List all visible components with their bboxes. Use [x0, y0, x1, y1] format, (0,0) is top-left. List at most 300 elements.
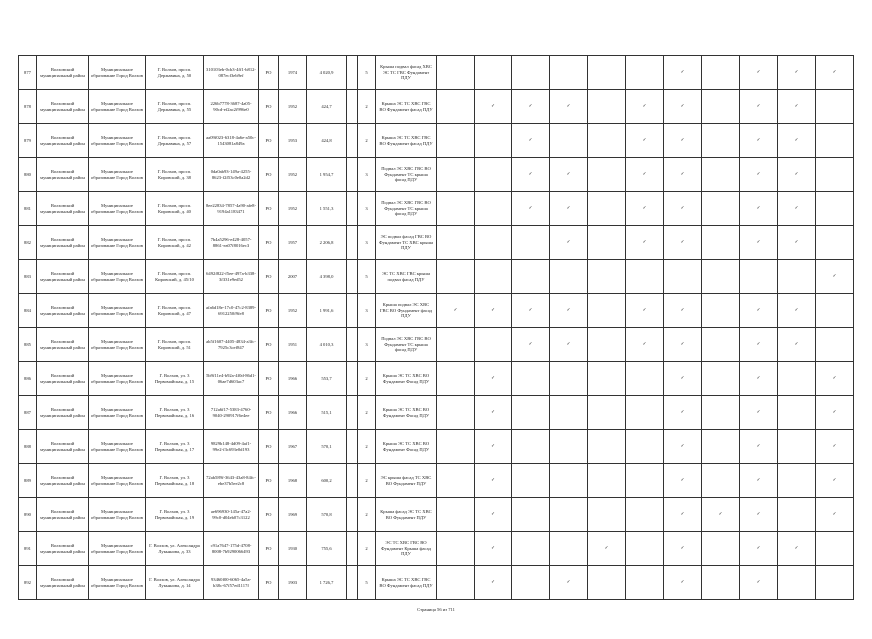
- settlement-cell: Муниципальное образование Город Волхов: [89, 90, 146, 124]
- empty-cell: [347, 158, 358, 192]
- check-mark-icon: ✓: [491, 409, 495, 415]
- work-check-cell: [437, 498, 475, 532]
- check-mark-icon: ✓: [832, 511, 837, 517]
- work-check-cell: [816, 430, 854, 464]
- work-check-cell: [588, 158, 626, 192]
- work-check-cell: [702, 192, 740, 226]
- area-cell: 4 010,3: [307, 328, 347, 362]
- empty-cell: [347, 362, 358, 396]
- work-check-cell: [437, 124, 475, 158]
- check-mark-icon: ✓: [491, 511, 495, 517]
- work-check-cell: [475, 532, 512, 566]
- settlement-cell: Муниципальное образование Город Волхов: [89, 192, 146, 226]
- build-year-cell: 1952: [279, 90, 307, 124]
- check-mark-icon: ✓: [528, 103, 533, 109]
- fund-form-cell: РО: [259, 192, 279, 226]
- house-guid-cell: aa09f023-6318-4a6e-a50c-1543081a849a: [204, 124, 259, 158]
- floors-cell: 5: [358, 566, 376, 600]
- floors-cell: 2: [358, 498, 376, 532]
- work-check-cell: [475, 124, 512, 158]
- check-mark-icon: ✓: [491, 443, 495, 449]
- work-check-cell: [626, 430, 664, 464]
- house-guid-cell: 712a6f17-5383-4760-9040-290917f6e4ee: [204, 396, 259, 430]
- address-cell: Г. Волхов, просп. Кировский, д. 51: [146, 328, 204, 362]
- fund-form-cell: РО: [259, 294, 279, 328]
- district-cell: Волховский муниципальный район: [37, 158, 89, 192]
- settlement-cell: Муниципальное образование Город Волхов: [89, 124, 146, 158]
- work-check-cell: [512, 56, 550, 90]
- check-mark-icon: ✓: [680, 103, 685, 109]
- work-check-cell: [626, 532, 664, 566]
- settlement-cell: Муниципальное образование Город Волхов: [89, 56, 146, 90]
- work-check-cell: [588, 464, 626, 498]
- work-check-cell: [778, 226, 816, 260]
- work-check-cell: [778, 90, 816, 124]
- check-mark-icon: ✓: [794, 171, 799, 177]
- work-check-cell: [816, 396, 854, 430]
- work-check-cell: [740, 532, 778, 566]
- floors-cell: 3: [358, 226, 376, 260]
- work-check-cell: [512, 532, 550, 566]
- work-check-cell: [778, 124, 816, 158]
- build-year-cell: 1968: [279, 464, 307, 498]
- check-mark-icon: ✓: [680, 477, 685, 483]
- works-list-cell: ЭС крыша фасад ТС ХВС ВО Фундамент ПДУ: [376, 464, 437, 498]
- empty-cell: [347, 396, 358, 430]
- table-row: [19, 328, 854, 362]
- work-check-cell: [588, 396, 626, 430]
- work-check-cell: [512, 90, 550, 124]
- work-check-cell: [778, 158, 816, 192]
- check-mark-icon: ✓: [566, 103, 571, 109]
- work-check-cell: [702, 430, 740, 464]
- check-mark-icon: ✓: [756, 477, 761, 483]
- work-check-cell: [740, 294, 778, 328]
- check-mark-icon: ✓: [604, 545, 609, 551]
- fund-form-cell: РО: [259, 90, 279, 124]
- check-mark-icon: ✓: [491, 477, 495, 483]
- check-mark-icon: ✓: [718, 511, 723, 517]
- row-number: 884: [19, 294, 37, 328]
- house-guid-cell: ae696930-145a-47a2-99c0-d04eb07c3122: [204, 498, 259, 532]
- works-list-cell: Подвал ЭС ХВС ГВС ВО Фундамент ТС крыша фасад ПДУ: [376, 328, 437, 362]
- table-row: [19, 362, 854, 396]
- work-check-cell: [664, 566, 702, 600]
- work-check-cell: [475, 566, 512, 600]
- settlement-cell: Муниципальное образование Город Волхов: [89, 566, 146, 600]
- address-cell: Г. Волхов, просп. Державина, д. 50: [146, 56, 204, 90]
- work-check-cell: [437, 566, 475, 600]
- work-check-cell: [778, 56, 816, 90]
- row-number: 890: [19, 498, 37, 532]
- check-mark-icon: ✓: [566, 205, 571, 211]
- house-guid-cell: 72ab589f-3643-43a8-84fc-ebe37b5ee2c8: [204, 464, 259, 498]
- district-cell: Волховский муниципальный район: [37, 532, 89, 566]
- settlement-cell: Муниципальное образование Город Волхов: [89, 396, 146, 430]
- work-check-cell: [664, 396, 702, 430]
- work-check-cell: [664, 124, 702, 158]
- address-cell: Г. Волхов, просп. Кировский, д. 38: [146, 158, 204, 192]
- check-mark-icon: ✓: [794, 307, 799, 313]
- work-check-cell: [626, 90, 664, 124]
- work-check-cell: [512, 566, 550, 600]
- empty-cell: [347, 124, 358, 158]
- works-list-cell: Крыша ЭС ТС ХВС ГВС ВО Фундамент фасад ПДУ: [376, 90, 437, 124]
- work-check-cell: [816, 90, 854, 124]
- build-year-cell: 1967: [279, 430, 307, 464]
- work-check-cell: [778, 362, 816, 396]
- row-number: 877: [19, 56, 37, 90]
- work-check-cell: [475, 90, 512, 124]
- work-check-cell: [740, 158, 778, 192]
- table-row: [19, 124, 854, 158]
- row-number: 887: [19, 396, 37, 430]
- work-check-cell: [664, 498, 702, 532]
- check-mark-icon: ✓: [832, 409, 837, 415]
- table-row: [19, 56, 854, 90]
- work-check-cell: [816, 566, 854, 600]
- work-check-cell: [437, 226, 475, 260]
- district-cell: Волховский муниципальный район: [37, 566, 89, 600]
- area-cell: 4 398,0: [307, 260, 347, 294]
- work-check-cell: [740, 124, 778, 158]
- work-check-cell: [588, 226, 626, 260]
- check-mark-icon: ✓: [491, 307, 495, 313]
- check-mark-icon: ✓: [832, 443, 837, 449]
- works-list-cell: Крыша ЭС ТС ХВС ВО Фундамент Фасад ПДУ: [376, 396, 437, 430]
- work-check-cell: [664, 294, 702, 328]
- work-check-cell: [512, 124, 550, 158]
- fund-form-cell: РО: [259, 260, 279, 294]
- work-check-cell: [512, 362, 550, 396]
- settlement-cell: Муниципальное образование Город Волхов: [89, 260, 146, 294]
- work-check-cell: [816, 226, 854, 260]
- table-row: [19, 226, 854, 260]
- work-check-cell: [550, 90, 588, 124]
- floors-cell: 3: [358, 328, 376, 362]
- work-check-cell: [664, 532, 702, 566]
- work-check-cell: [588, 90, 626, 124]
- row-number: 880: [19, 158, 37, 192]
- works-list-cell: Подвал ЭС ХВС ГВС ВО Фундамент ТС крыша фасад ПДУ: [376, 192, 437, 226]
- floors-cell: 3: [358, 158, 376, 192]
- work-check-cell: [437, 294, 475, 328]
- work-check-cell: [702, 328, 740, 362]
- work-check-cell: [702, 362, 740, 396]
- work-check-cell: [588, 192, 626, 226]
- build-year-cell: 1930: [279, 532, 307, 566]
- work-check-cell: [550, 56, 588, 90]
- check-mark-icon: ✓: [491, 579, 495, 585]
- check-mark-icon: ✓: [642, 205, 647, 211]
- work-check-cell: [816, 498, 854, 532]
- settlement-cell: Муниципальное образование Город Волхов: [89, 498, 146, 532]
- work-check-cell: [778, 464, 816, 498]
- work-check-cell: [702, 90, 740, 124]
- work-check-cell: [588, 124, 626, 158]
- district-cell: Волховский муниципальный район: [37, 362, 89, 396]
- floors-cell: 3: [358, 192, 376, 226]
- house-guid-cell: 5b9f11e4-b92a-4f0d-86d1-06ae7d603ac7: [204, 362, 259, 396]
- work-check-cell: [512, 328, 550, 362]
- check-mark-icon: ✓: [680, 239, 685, 245]
- area-cell: 515,1: [307, 396, 347, 430]
- settlement-cell: Муниципальное образование Город Волхов: [89, 294, 146, 328]
- check-mark-icon: ✓: [491, 375, 495, 381]
- district-cell: Волховский муниципальный район: [37, 192, 89, 226]
- check-mark-icon: ✓: [491, 103, 495, 109]
- works-list-cell: Подвал ЭС ХВС ГВС ВО Фундамент ТС крыша фасад ПДУ: [376, 158, 437, 192]
- work-check-cell: [437, 90, 475, 124]
- work-check-cell: [588, 532, 626, 566]
- work-check-cell: [437, 362, 475, 396]
- area-cell: 1 991,6: [307, 294, 347, 328]
- area-cell: 1 954,7: [307, 158, 347, 192]
- build-year-cell: 1953: [279, 124, 307, 158]
- table-row: [19, 566, 854, 600]
- area-cell: 570,8: [307, 498, 347, 532]
- work-check-cell: [778, 294, 816, 328]
- fund-form-cell: РО: [259, 532, 279, 566]
- table-row: [19, 158, 854, 192]
- empty-cell: [347, 226, 358, 260]
- district-cell: Волховский муниципальный район: [37, 430, 89, 464]
- empty-cell: [347, 56, 358, 90]
- work-check-cell: [550, 124, 588, 158]
- page-number: Страница 56 из 711: [417, 607, 455, 612]
- work-check-cell: [588, 566, 626, 600]
- fund-form-cell: РО: [259, 158, 279, 192]
- work-check-cell: [475, 226, 512, 260]
- work-check-cell: [740, 498, 778, 532]
- house-guid-cell: 9829b148-4d09-4af1-99e2-f3c693e0d193: [204, 430, 259, 464]
- row-number: 879: [19, 124, 37, 158]
- house-guid-cell: c91a7647-175d-4708-8008-7b9290066493: [204, 532, 259, 566]
- work-check-cell: [626, 226, 664, 260]
- district-cell: Волховский муниципальный район: [37, 226, 89, 260]
- address-cell: Г. Волхов, ул. Александра Лукьянова, д. 14: [146, 566, 204, 600]
- works-list-cell: Крыша фасад ЭС ТС ХВС ВО Фундамент ПДУ: [376, 498, 437, 532]
- settlement-cell: Муниципальное образование Город Волхов: [89, 464, 146, 498]
- work-check-cell: [475, 192, 512, 226]
- work-check-cell: [740, 56, 778, 90]
- work-check-cell: [816, 192, 854, 226]
- row-number: 891: [19, 532, 37, 566]
- check-mark-icon: ✓: [832, 273, 837, 279]
- work-check-cell: [702, 56, 740, 90]
- area-cell: 1 726,7: [307, 566, 347, 600]
- row-number: 886: [19, 362, 37, 396]
- work-check-cell: [626, 260, 664, 294]
- work-check-cell: [475, 362, 512, 396]
- build-year-cell: 1957: [279, 226, 307, 260]
- row-number: 889: [19, 464, 37, 498]
- address-cell: Г. Волхов, ул. 3 Первомайская, д. 19: [146, 498, 204, 532]
- work-check-cell: [588, 498, 626, 532]
- floors-cell: 5: [358, 56, 376, 90]
- work-check-cell: [437, 192, 475, 226]
- work-check-cell: [702, 124, 740, 158]
- area-cell: 424,7: [307, 90, 347, 124]
- work-check-cell: [664, 226, 702, 260]
- work-check-cell: [437, 328, 475, 362]
- work-check-cell: [550, 430, 588, 464]
- work-check-cell: [664, 362, 702, 396]
- work-check-cell: [550, 260, 588, 294]
- work-check-cell: [475, 328, 512, 362]
- work-check-cell: [512, 158, 550, 192]
- work-check-cell: [588, 260, 626, 294]
- work-check-cell: [475, 158, 512, 192]
- address-cell: Г. Волхов, просп. Кировский, д. 40: [146, 192, 204, 226]
- works-list-cell: ЭС ТС ХВС ГВС крыша подвал фасад ПДУ: [376, 260, 437, 294]
- check-mark-icon: ✓: [794, 205, 799, 211]
- row-number: 892: [19, 566, 37, 600]
- work-check-cell: [664, 192, 702, 226]
- check-mark-icon: ✓: [756, 205, 761, 211]
- table-row: [19, 464, 854, 498]
- settlement-cell: Муниципальное образование Город Волхов: [89, 362, 146, 396]
- check-mark-icon: ✓: [756, 69, 761, 75]
- work-check-cell: [588, 362, 626, 396]
- check-mark-icon: ✓: [756, 511, 761, 517]
- work-check-cell: [588, 430, 626, 464]
- table-row: [19, 294, 854, 328]
- work-check-cell: [740, 328, 778, 362]
- work-check-cell: [550, 464, 588, 498]
- area-cell: 2 206,8: [307, 226, 347, 260]
- check-mark-icon: ✓: [832, 375, 837, 381]
- address-cell: Г. Волхов, ул. Александра Лукьянова, д. 33: [146, 532, 204, 566]
- floors-cell: 3: [358, 294, 376, 328]
- check-mark-icon: ✓: [642, 171, 647, 177]
- check-mark-icon: ✓: [453, 307, 458, 313]
- check-mark-icon: ✓: [528, 307, 533, 313]
- work-check-cell: [512, 294, 550, 328]
- fund-form-cell: РО: [259, 566, 279, 600]
- check-mark-icon: ✓: [642, 137, 647, 143]
- work-check-cell: [702, 226, 740, 260]
- check-mark-icon: ✓: [642, 239, 647, 245]
- check-mark-icon: ✓: [680, 69, 685, 75]
- work-check-cell: [550, 566, 588, 600]
- address-cell: Г. Волхов, ул. 3 Первомайская, д. 16: [146, 396, 204, 430]
- work-check-cell: [740, 226, 778, 260]
- check-mark-icon: ✓: [756, 103, 761, 109]
- check-mark-icon: ✓: [794, 341, 799, 347]
- work-check-cell: [702, 464, 740, 498]
- fund-form-cell: РО: [259, 226, 279, 260]
- settlement-cell: Муниципальное образование Город Волхов: [89, 532, 146, 566]
- work-check-cell: [740, 464, 778, 498]
- district-cell: Волховский муниципальный район: [37, 124, 89, 158]
- work-check-cell: [550, 328, 588, 362]
- work-check-cell: [740, 362, 778, 396]
- check-mark-icon: ✓: [528, 137, 533, 143]
- work-check-cell: [588, 294, 626, 328]
- fund-form-cell: РО: [259, 328, 279, 362]
- empty-cell: [347, 294, 358, 328]
- address-cell: Г. Волхов, ул. 3 Первомайская, д. 15: [146, 362, 204, 396]
- fund-form-cell: РО: [259, 430, 279, 464]
- floors-cell: 2: [358, 90, 376, 124]
- district-cell: Волховский муниципальный район: [37, 498, 89, 532]
- build-year-cell: 1966: [279, 362, 307, 396]
- house-guid-cell: 8ee22834-7857-4a90-afe8-9194a1183471: [204, 192, 259, 226]
- district-cell: Волховский муниципальный район: [37, 90, 89, 124]
- empty-cell: [347, 464, 358, 498]
- floors-cell: 2: [358, 430, 376, 464]
- work-check-cell: [778, 328, 816, 362]
- district-cell: Волховский муниципальный район: [37, 260, 89, 294]
- work-check-cell: [702, 396, 740, 430]
- check-mark-icon: ✓: [680, 511, 685, 517]
- work-check-cell: [550, 294, 588, 328]
- check-mark-icon: ✓: [680, 443, 685, 449]
- district-cell: Волховский муниципальный район: [37, 464, 89, 498]
- check-mark-icon: ✓: [680, 409, 685, 415]
- work-check-cell: [626, 362, 664, 396]
- check-mark-icon: ✓: [491, 545, 495, 551]
- check-mark-icon: ✓: [756, 171, 761, 177]
- floors-cell: 2: [358, 124, 376, 158]
- house-guid-cell: 6492f822-f5ee-497a-b338-3f331e9ed52: [204, 260, 259, 294]
- check-mark-icon: ✓: [642, 307, 647, 313]
- build-year-cell: 1952: [279, 294, 307, 328]
- work-check-cell: [702, 566, 740, 600]
- table-row: [19, 90, 854, 124]
- district-cell: Волховский муниципальный район: [37, 396, 89, 430]
- address-cell: Г. Волхов, просп. Кировский, д. 42: [146, 226, 204, 260]
- work-check-cell: [475, 396, 512, 430]
- empty-cell: [347, 260, 358, 294]
- work-check-cell: [816, 158, 854, 192]
- check-mark-icon: ✓: [528, 341, 533, 347]
- build-year-cell: 2007: [279, 260, 307, 294]
- check-mark-icon: ✓: [756, 375, 761, 381]
- work-check-cell: [626, 124, 664, 158]
- work-check-cell: [588, 56, 626, 90]
- build-year-cell: 1974: [279, 56, 307, 90]
- housing-register-table: [18, 55, 854, 600]
- floors-cell: 2: [358, 464, 376, 498]
- house-guid-cell: 226b7778-3687-4a05-90cd-ef2ac2f996e0: [204, 90, 259, 124]
- area-cell: 570,1: [307, 430, 347, 464]
- work-check-cell: [626, 464, 664, 498]
- area-cell: 424,8: [307, 124, 347, 158]
- work-check-cell: [664, 90, 702, 124]
- build-year-cell: 1966: [279, 396, 307, 430]
- work-check-cell: [437, 396, 475, 430]
- check-mark-icon: ✓: [642, 341, 647, 347]
- build-year-cell: 1969: [279, 498, 307, 532]
- fund-form-cell: РО: [259, 396, 279, 430]
- work-check-cell: [626, 158, 664, 192]
- address-cell: Г. Волхов, ул. 3 Первомайская, д. 18: [146, 464, 204, 498]
- work-check-cell: [550, 362, 588, 396]
- empty-cell: [347, 566, 358, 600]
- check-mark-icon: ✓: [566, 171, 571, 177]
- works-list-cell: ЭС ТС ХВС ГВС ВО Фундамент Крыша фасад ПДУ: [376, 532, 437, 566]
- works-list-cell: Крыша ЭС ТС ХВС ГВС ВО Фундамент фасад ПДУ: [376, 566, 437, 600]
- works-list-cell: Крыша ЭС ТС ХВС ВО Фундамент Фасад ПДУ: [376, 430, 437, 464]
- house-guid-cell: 93460f00-6065-4a5a-b38c-67f57ed1117f: [204, 566, 259, 600]
- check-mark-icon: ✓: [528, 205, 533, 211]
- work-check-cell: [816, 124, 854, 158]
- works-list-cell: ЭС подвал фасад ГВС ВО Фундамент ТС ХВС крыша ПДУ: [376, 226, 437, 260]
- check-mark-icon: ✓: [832, 477, 837, 483]
- empty-cell: [347, 498, 358, 532]
